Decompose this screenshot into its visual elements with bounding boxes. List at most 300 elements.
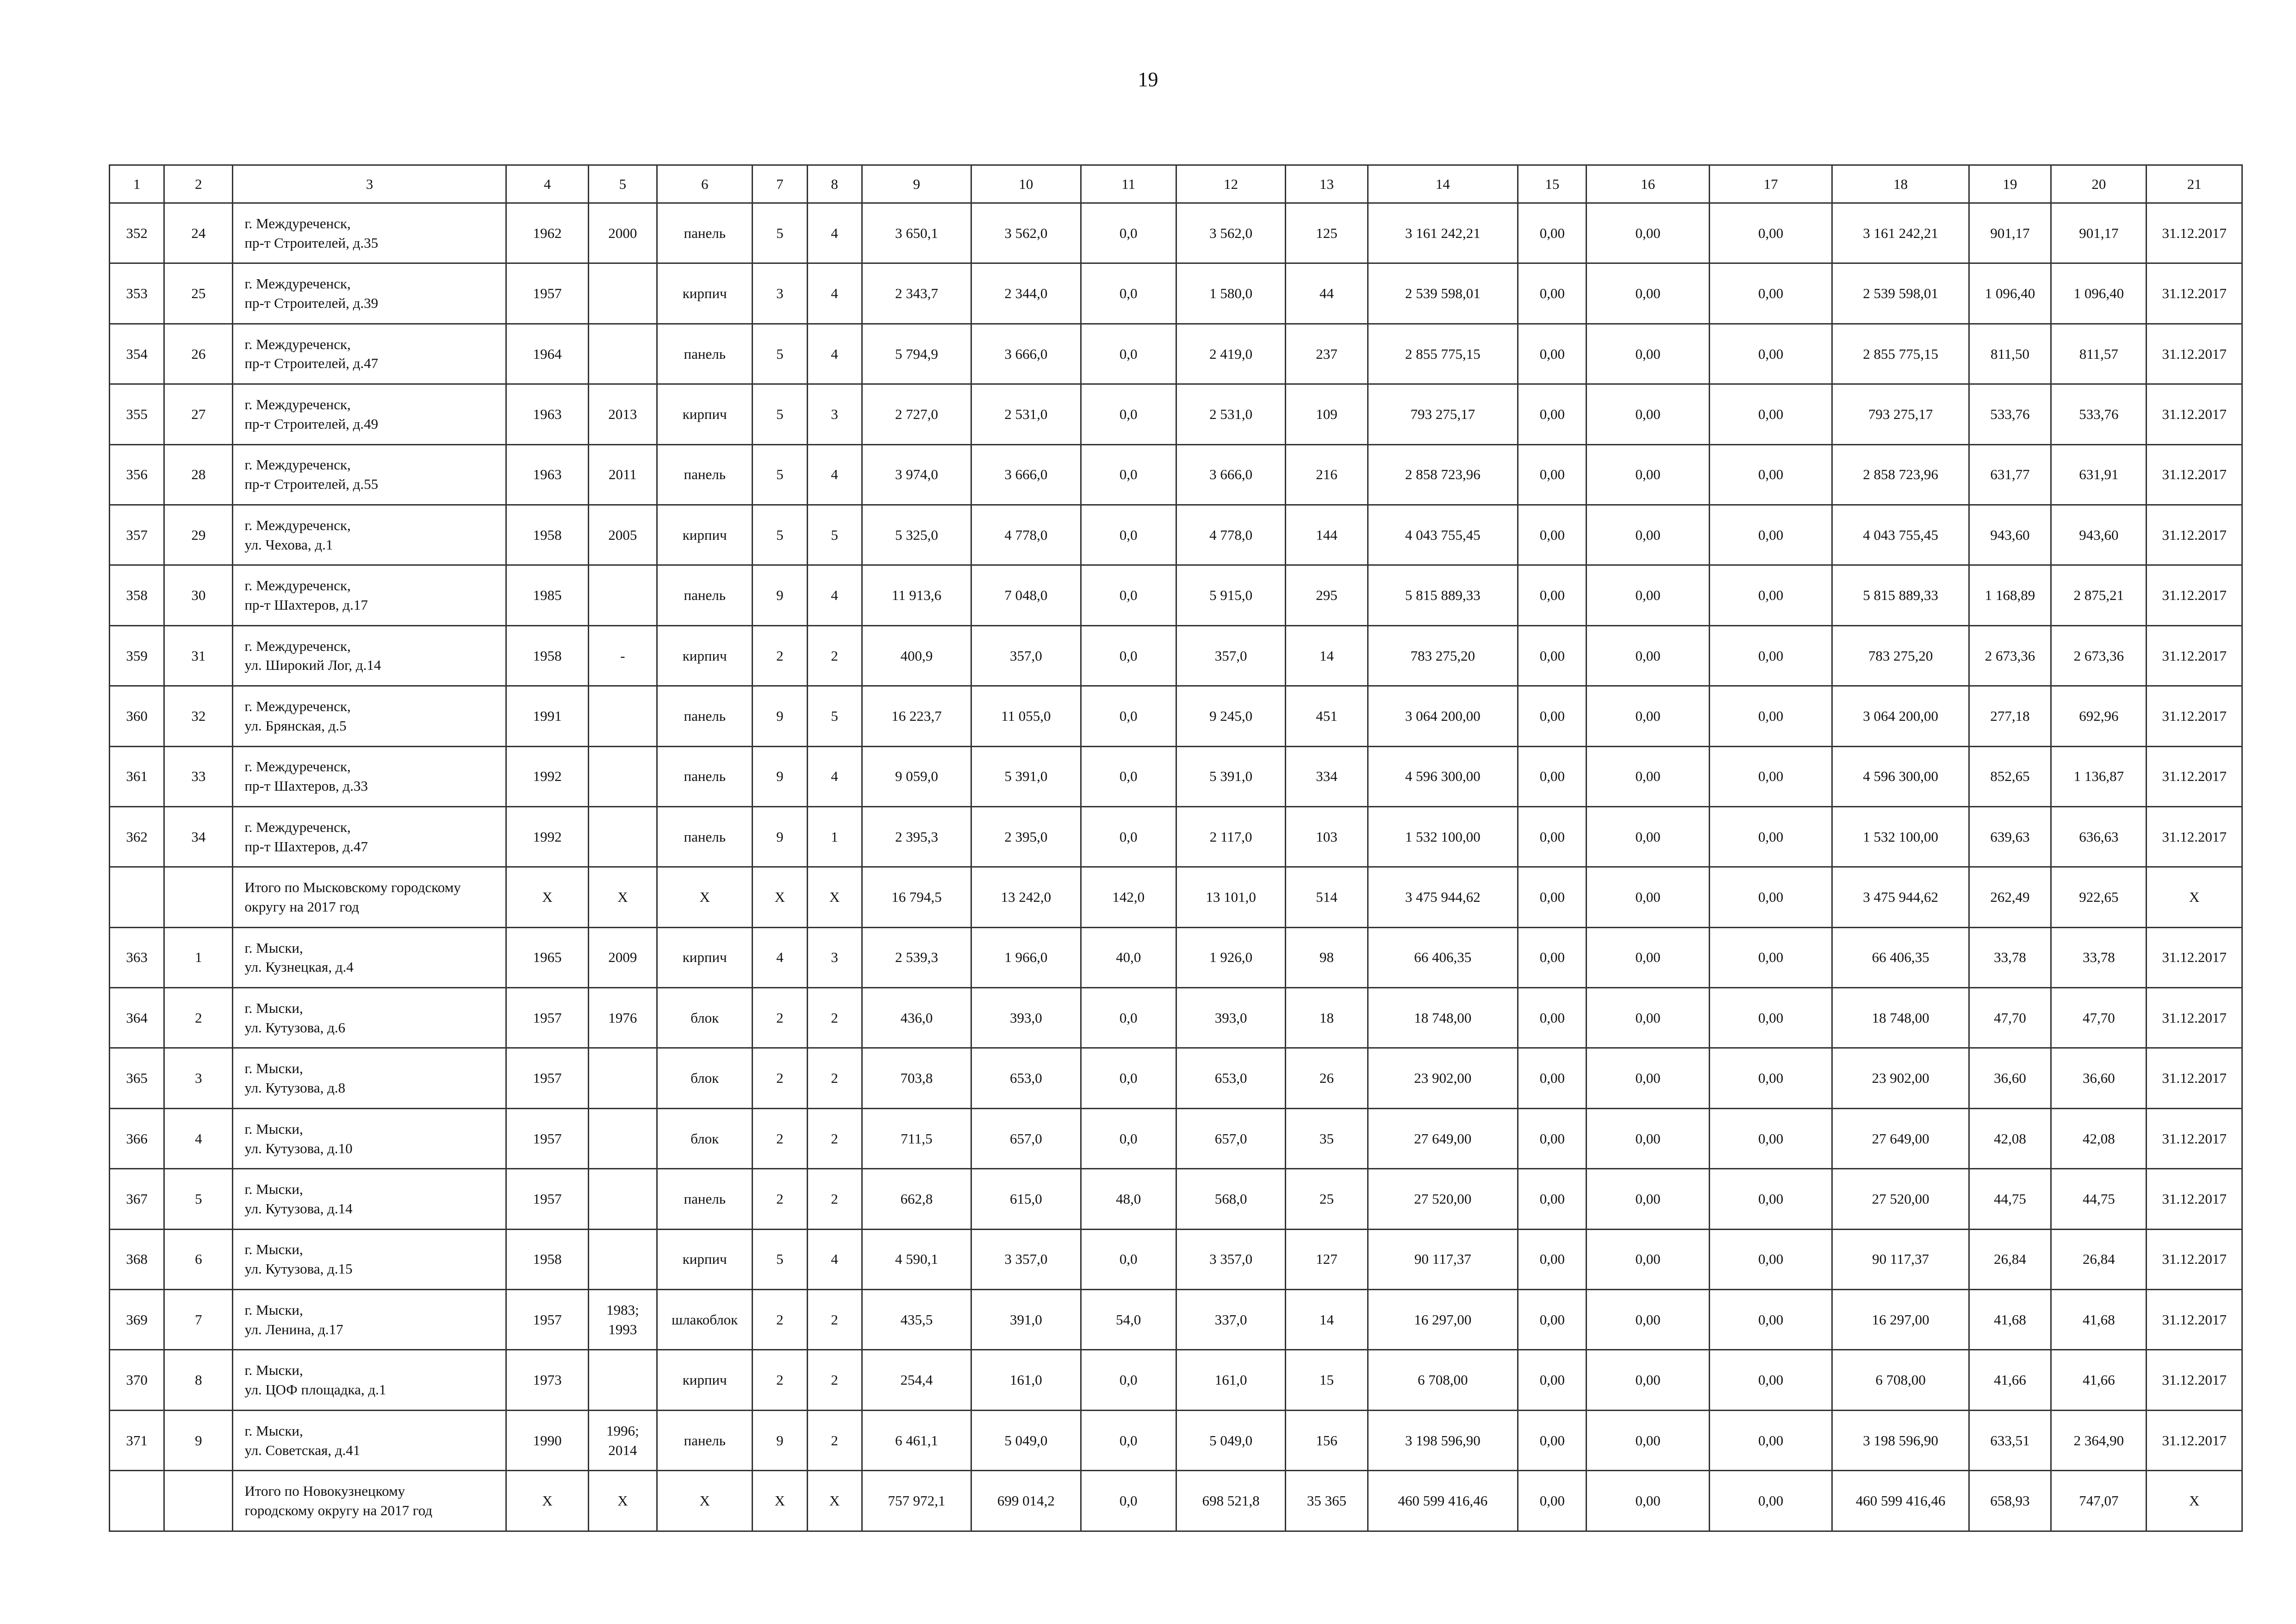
table-cell: 41,68	[2051, 1290, 2147, 1350]
table-cell: 1957	[506, 263, 588, 324]
table-cell	[164, 1471, 233, 1531]
table-cell	[588, 686, 657, 746]
address-cell	[233, 263, 506, 324]
address-line: г. Мыски,	[244, 1181, 303, 1198]
table-cell: 5 815 889,33	[1832, 565, 1969, 625]
table-cell: 0,00	[1709, 806, 1832, 867]
table-cell: 1957	[506, 1048, 588, 1108]
table-row	[110, 444, 2242, 505]
table-cell: 1	[164, 927, 233, 987]
address-line: г. Междуреченск,	[244, 818, 351, 835]
table-cell: X	[506, 1471, 588, 1531]
cell-line: 2011	[608, 466, 637, 483]
table-cell: 32	[164, 686, 233, 746]
table-cell	[110, 1471, 164, 1531]
table-cell: 4	[807, 324, 862, 384]
address-cell	[233, 444, 506, 505]
address-line: ул. Кутузова, д.6	[244, 1019, 346, 1036]
table-cell	[588, 505, 657, 565]
table-cell: 0,00	[1709, 324, 1832, 384]
address-cell	[233, 988, 506, 1048]
table-cell: 0,00	[1587, 565, 1709, 625]
table-cell: 26,84	[1969, 1229, 2051, 1289]
table-cell: 6	[164, 1229, 233, 1289]
table-cell: 2 364,90	[2051, 1410, 2147, 1470]
table-cell: X	[807, 867, 862, 927]
address-cell	[233, 1169, 506, 1229]
table-cell: 793 275,17	[1368, 384, 1518, 444]
table-cell: 657,0	[1176, 1108, 1285, 1168]
table-cell: 2	[807, 1048, 862, 1108]
table-cell: панель	[657, 444, 753, 505]
table-cell: 0,00	[1709, 444, 1832, 505]
table-cell: 0,00	[1587, 686, 1709, 746]
table-cell: 901,17	[1969, 203, 2051, 263]
table-cell: 24	[164, 203, 233, 263]
table-row	[110, 384, 2242, 444]
table-cell: 0,0	[1081, 1350, 1176, 1410]
table-cell: 2 531,0	[971, 384, 1081, 444]
table-cell	[588, 1169, 657, 1229]
column-header: 11	[1081, 165, 1176, 203]
column-header: 20	[2051, 165, 2147, 203]
address-line: ул. Ленина, д.17	[244, 1321, 343, 1337]
table-cell: 27 649,00	[1368, 1108, 1518, 1168]
table-cell: 3 161 242,21	[1368, 203, 1518, 263]
column-header: 13	[1286, 165, 1368, 203]
table-cell: кирпич	[657, 1350, 753, 1410]
column-header: 15	[1518, 165, 1587, 203]
table-cell: 0,00	[1518, 1108, 1587, 1168]
table-cell: 2	[753, 625, 807, 686]
table-cell: 48,0	[1081, 1169, 1176, 1229]
table-cell: 636,63	[2051, 806, 2147, 867]
table-cell: блок	[657, 1108, 753, 1168]
table-cell: 18	[1286, 988, 1368, 1048]
table-row	[110, 686, 2242, 746]
table-cell: 0,00	[1518, 565, 1587, 625]
table-cell: 783 275,20	[1832, 625, 1969, 686]
table-cell: 9 059,0	[862, 746, 971, 806]
table-cell: 216	[1286, 444, 1368, 505]
table-cell: 393,0	[971, 988, 1081, 1048]
table-cell: 4 043 755,45	[1368, 505, 1518, 565]
table-row	[110, 1048, 2242, 1108]
table-cell: 356	[110, 444, 164, 505]
table-cell: 0,00	[1518, 867, 1587, 927]
column-header: 10	[971, 165, 1081, 203]
table-cell: 14	[1286, 1290, 1368, 1350]
address-cell	[233, 625, 506, 686]
cell-line: 2014	[608, 1442, 637, 1458]
table-cell: 0,0	[1081, 263, 1176, 324]
table-cell: 0,00	[1587, 1471, 1709, 1531]
table-cell: 0,00	[1709, 1290, 1832, 1350]
table-cell	[588, 444, 657, 505]
table-cell: 662,8	[862, 1169, 971, 1229]
table-cell: 0,00	[1587, 384, 1709, 444]
table-cell: 0,00	[1518, 444, 1587, 505]
table-cell: 359	[110, 625, 164, 686]
table-cell: 0,00	[1587, 1108, 1709, 1168]
table-cell: 31.12.2017	[2147, 1048, 2242, 1108]
table-cell: шлакоблок	[657, 1290, 753, 1350]
table-cell: 31.12.2017	[2147, 927, 2242, 987]
table-cell: 5	[753, 1229, 807, 1289]
table-cell: 254,4	[862, 1350, 971, 1410]
table-cell: 3 064 200,00	[1368, 686, 1518, 746]
table-cell: 41,66	[2051, 1350, 2147, 1410]
table-cell: 16 223,7	[862, 686, 971, 746]
table-cell: 0,00	[1709, 505, 1832, 565]
table-cell: 393,0	[1176, 988, 1285, 1048]
table-cell: 31.12.2017	[2147, 444, 2242, 505]
table-cell: 568,0	[1176, 1169, 1285, 1229]
table-cell: 144	[1286, 505, 1368, 565]
table-cell: 0,00	[1587, 927, 1709, 987]
column-header: 2	[164, 165, 233, 203]
header-row	[110, 165, 2242, 203]
table-cell: 0,0	[1081, 625, 1176, 686]
table-cell: 295	[1286, 565, 1368, 625]
table-cell: 4 596 300,00	[1832, 746, 1969, 806]
table-cell: 1957	[506, 1169, 588, 1229]
table-cell: 36,60	[1969, 1048, 2051, 1108]
address-line: г. Междуреченск,	[244, 456, 351, 473]
table-cell: 811,57	[2051, 324, 2147, 384]
table-cell: панель	[657, 1169, 753, 1229]
table-cell: панель	[657, 203, 753, 263]
table-cell: 658,93	[1969, 1471, 2051, 1531]
table-cell: 28	[164, 444, 233, 505]
table-cell: 2	[807, 1290, 862, 1350]
address-line: г. Мыски,	[244, 999, 303, 1016]
table-cell: 657,0	[971, 1108, 1081, 1168]
table-cell: 3 357,0	[971, 1229, 1081, 1289]
table-cell: 2 875,21	[2051, 565, 2147, 625]
table-cell: панель	[657, 686, 753, 746]
table-cell: 31.12.2017	[2147, 324, 2242, 384]
table-cell: 0,00	[1518, 203, 1587, 263]
table-cell: 36,60	[2051, 1048, 2147, 1108]
column-header: 19	[1969, 165, 2051, 203]
address-line: округу на 2017 год	[244, 898, 359, 915]
table-cell: 0,00	[1709, 1048, 1832, 1108]
table-cell	[588, 1410, 657, 1470]
table-cell: 0,0	[1081, 444, 1176, 505]
table-cell: панель	[657, 746, 753, 806]
table-cell: 47,70	[1969, 988, 2051, 1048]
table-cell: X	[506, 867, 588, 927]
table-cell: 27 649,00	[1832, 1108, 1969, 1168]
table-cell	[588, 806, 657, 867]
table-cell: 41,68	[1969, 1290, 2051, 1350]
table-cell: 0,00	[1518, 1410, 1587, 1470]
table-cell: 4	[807, 203, 862, 263]
address-cell	[233, 1471, 506, 1531]
table-cell: 54,0	[1081, 1290, 1176, 1350]
table-cell: 2 419,0	[1176, 324, 1285, 384]
table-cell: 5 391,0	[971, 746, 1081, 806]
table-cell: 27	[164, 384, 233, 444]
table-cell: 27 520,00	[1832, 1169, 1969, 1229]
table-cell: 0,00	[1518, 505, 1587, 565]
address-line: г. Междуреченск,	[244, 215, 351, 231]
table-cell: 711,5	[862, 1108, 971, 1168]
table-cell: 0,00	[1709, 927, 1832, 987]
table-row	[110, 324, 2242, 384]
table-cell: 533,76	[2051, 384, 2147, 444]
address-cell	[233, 686, 506, 746]
table-cell: 2	[753, 1350, 807, 1410]
table-cell: 13 242,0	[971, 867, 1081, 927]
table-cell: кирпич	[657, 927, 753, 987]
table-cell: 0,0	[1081, 806, 1176, 867]
table-cell: 26,84	[2051, 1229, 2147, 1289]
table-cell: 1963	[506, 444, 588, 505]
table-cell: 0,00	[1709, 686, 1832, 746]
table-cell: 0,00	[1518, 686, 1587, 746]
table-cell: 337,0	[1176, 1290, 1285, 1350]
table-row	[110, 1350, 2242, 1410]
table-cell: 368	[110, 1229, 164, 1289]
address-cell	[233, 1108, 506, 1168]
table-cell: 0,00	[1587, 625, 1709, 686]
address-line: ул. Советская, д.41	[244, 1442, 361, 1458]
table-cell: 3 198 596,90	[1832, 1410, 1969, 1470]
table-cell: 3 666,0	[1176, 444, 1285, 505]
table-cell: 33,78	[1969, 927, 2051, 987]
table-cell: 11 055,0	[971, 686, 1081, 746]
table-cell	[588, 1048, 657, 1108]
address-cell	[233, 867, 506, 927]
address-line: пр-т Строителей, д.39	[244, 295, 379, 312]
table-cell	[588, 746, 657, 806]
table-cell: 698 521,8	[1176, 1471, 1285, 1531]
table-cell: 34	[164, 806, 233, 867]
table-cell: 2 539,3	[862, 927, 971, 987]
housing-table	[109, 164, 2243, 1532]
table-cell	[164, 867, 233, 927]
table-cell: 0,00	[1587, 988, 1709, 1048]
column-header: 5	[588, 165, 657, 203]
table-cell: 0,00	[1587, 505, 1709, 565]
cell-line: 2013	[608, 406, 637, 422]
table-cell: 0,00	[1587, 324, 1709, 384]
table-cell: 0,00	[1709, 1108, 1832, 1168]
table-cell: 334	[1286, 746, 1368, 806]
table-cell: панель	[657, 806, 753, 867]
table-cell: 18 748,00	[1832, 988, 1969, 1048]
table-cell: 16 297,00	[1832, 1290, 1969, 1350]
address-line: ул. Брянская, д.5	[244, 717, 347, 734]
table-cell: 0,0	[1081, 1108, 1176, 1168]
address-line: Итого по Новокузнецкому	[244, 1483, 405, 1499]
table-row	[110, 1169, 2242, 1229]
table-cell: 357	[110, 505, 164, 565]
address-cell	[233, 806, 506, 867]
table-cell: 237	[1286, 324, 1368, 384]
table-cell: 0,0	[1081, 324, 1176, 384]
table-cell: 127	[1286, 1229, 1368, 1289]
address-line: Итого по Мысковскому городскому	[244, 879, 461, 896]
cell-line: 1983;	[606, 1301, 639, 1318]
table-cell: блок	[657, 988, 753, 1048]
table-cell: 9	[753, 746, 807, 806]
column-header: 3	[233, 165, 506, 203]
table-cell: 0,00	[1518, 384, 1587, 444]
table-cell	[588, 203, 657, 263]
table-cell: 42,08	[1969, 1108, 2051, 1168]
table-cell: 4	[807, 1229, 862, 1289]
table-cell: 5	[807, 505, 862, 565]
table-cell: 852,65	[1969, 746, 2051, 806]
table-cell: 3 475 944,62	[1832, 867, 1969, 927]
table-cell: 5	[164, 1169, 233, 1229]
table-cell: 0,00	[1518, 625, 1587, 686]
table-cell: 5	[753, 505, 807, 565]
table-body	[110, 165, 2242, 1531]
table-cell: 631,91	[2051, 444, 2147, 505]
table-cell: 0,00	[1709, 625, 1832, 686]
table-cell: 460 599 416,46	[1832, 1471, 1969, 1531]
table-cell: 7	[164, 1290, 233, 1350]
table-cell: 4 778,0	[971, 505, 1081, 565]
table-cell: 357,0	[971, 625, 1081, 686]
table-cell: 33	[164, 746, 233, 806]
table-cell: 1992	[506, 746, 588, 806]
address-line: ул. Чехова, д.1	[244, 536, 333, 553]
table-cell: X	[753, 1471, 807, 1531]
table-cell: 0,0	[1081, 1410, 1176, 1470]
table-cell: 355	[110, 384, 164, 444]
cell-line: 1993	[608, 1321, 637, 1337]
table-cell: 31.12.2017	[2147, 686, 2242, 746]
table-cell: 156	[1286, 1410, 1368, 1470]
table-cell: 2 673,36	[2051, 625, 2147, 686]
table-cell: 451	[1286, 686, 1368, 746]
address-cell	[233, 384, 506, 444]
table-cell: 943,60	[1969, 505, 2051, 565]
table-cell: 354	[110, 324, 164, 384]
table-cell: 0,00	[1587, 444, 1709, 505]
table-cell: 3	[164, 1048, 233, 1108]
table-cell: 371	[110, 1410, 164, 1470]
table-cell: 4 590,1	[862, 1229, 971, 1289]
table-cell: 3 357,0	[1176, 1229, 1285, 1289]
table-cell: 0,00	[1587, 1169, 1709, 1229]
table-cell: 9	[753, 565, 807, 625]
table-cell: 2	[807, 625, 862, 686]
table-cell: 277,18	[1969, 686, 2051, 746]
address-line: г. Междуреченск,	[244, 698, 351, 714]
table-cell: 262,49	[1969, 867, 2051, 927]
address-cell	[233, 746, 506, 806]
table-cell: 2	[807, 988, 862, 1048]
table-cell: 2 395,0	[971, 806, 1081, 867]
table-row	[110, 1471, 2242, 1531]
table-cell: 5 391,0	[1176, 746, 1285, 806]
table-cell: 13 101,0	[1176, 867, 1285, 927]
cell-line: 1976	[608, 1009, 637, 1026]
address-cell	[233, 505, 506, 565]
table-cell: 653,0	[971, 1048, 1081, 1108]
table-cell: 3 974,0	[862, 444, 971, 505]
table-cell: 5	[753, 384, 807, 444]
table-cell: 3	[807, 927, 862, 987]
address-line: пр-т Шахтеров, д.47	[244, 838, 368, 855]
table-cell: 1992	[506, 806, 588, 867]
table-cell: 8	[164, 1350, 233, 1410]
table-cell: 31.12.2017	[2147, 203, 2242, 263]
table-cell: 31.12.2017	[2147, 1169, 2242, 1229]
table-cell: блок	[657, 1048, 753, 1108]
table-cell: X	[657, 867, 753, 927]
table-cell: 6 708,00	[1832, 1350, 1969, 1410]
table-cell: 35 365	[1286, 1471, 1368, 1531]
cell-line: X	[617, 889, 628, 906]
table-cell: 0,0	[1081, 203, 1176, 263]
table-cell: 3 666,0	[971, 324, 1081, 384]
table-cell: 0,00	[1587, 867, 1709, 927]
table-cell: 0,00	[1587, 1410, 1709, 1470]
table-cell: 5 794,9	[862, 324, 971, 384]
table-cell: 9	[753, 806, 807, 867]
table-cell: 98	[1286, 927, 1368, 987]
table-cell: 1965	[506, 927, 588, 987]
column-header: 9	[862, 165, 971, 203]
table-cell: 0,00	[1587, 746, 1709, 806]
table-cell: 11 913,6	[862, 565, 971, 625]
cell-line: 2005	[608, 526, 637, 543]
cell-line: 1996;	[606, 1422, 639, 1439]
table-cell: 90 117,37	[1368, 1229, 1518, 1289]
table-cell: 0,00	[1709, 746, 1832, 806]
address-line: пр-т Шахтеров, д.33	[244, 778, 368, 794]
table-cell	[588, 988, 657, 1048]
address-cell	[233, 1290, 506, 1350]
table-cell: 2	[753, 1108, 807, 1168]
address-line: г. Междуреченск,	[244, 396, 351, 413]
table-cell: 26	[1286, 1048, 1368, 1108]
table-cell: 1 532 100,00	[1832, 806, 1969, 867]
table-row	[110, 505, 2242, 565]
table-cell: 1957	[506, 988, 588, 1048]
table-cell: 0,00	[1518, 746, 1587, 806]
table-cell: 2	[164, 988, 233, 1048]
table-cell: 1990	[506, 1410, 588, 1470]
address-line: ул. Кутузова, д.14	[244, 1200, 353, 1217]
table-cell: 1958	[506, 625, 588, 686]
table-cell: 31.12.2017	[2147, 1410, 2242, 1470]
table-cell: X	[2147, 1471, 2242, 1531]
table-cell: панель	[657, 1410, 753, 1470]
address-line: ул. Кутузова, д.8	[244, 1080, 346, 1096]
table-cell: 31.12.2017	[2147, 1229, 2242, 1289]
address-line: г. Мыски,	[244, 1362, 303, 1379]
table-row	[110, 746, 2242, 806]
table-cell	[588, 565, 657, 625]
table-row	[110, 867, 2242, 927]
table-cell: кирпич	[657, 263, 753, 324]
address-line: пр-т Шахтеров, д.17	[244, 597, 368, 613]
table-row	[110, 625, 2242, 686]
table-cell: 0,00	[1518, 1048, 1587, 1108]
table-cell: 0,00	[1518, 1290, 1587, 1350]
table-cell: 2 539 598,01	[1368, 263, 1518, 324]
address-line: ул. Широкий Лог, д.14	[244, 657, 381, 674]
table-cell: 361	[110, 746, 164, 806]
